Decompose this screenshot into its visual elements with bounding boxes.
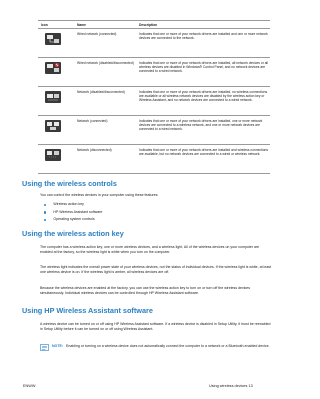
list-item: Wireless action key [40, 201, 102, 209]
row-name: Wired network (disabled/disconnected) [77, 61, 134, 65]
heading-hp-wireless-assistant: Using HP Wireless Assistant software [22, 306, 153, 315]
header-icon: Icon [41, 22, 48, 27]
network-connected-icon [45, 120, 61, 132]
paragraph: The computer has a wireless action key, one or more wireless devices, and a wireless light. All of the wireless devices on your computer are enabled at the factory, so the wireless light is white when you turn on the computer. [40, 245, 260, 254]
list-item: Operating system controls [40, 216, 102, 224]
bullet-icon [44, 219, 46, 221]
network-disconnected-icon [45, 149, 61, 161]
heading-wireless-controls: Using the wireless controls [22, 179, 117, 188]
list-item: HP Wireless Assistant software [40, 209, 102, 217]
header-name: Name [77, 22, 86, 27]
row-description: Indicates that one or more of your network drivers are installed and wireless connections are available, but no network devices are connected to a wired or wireless network. [139, 148, 269, 157]
table-row [38, 58, 270, 87]
wired-network-disabled-disconnected-icon [45, 62, 61, 74]
row-name: Wired network (connected) [77, 32, 117, 36]
row-description: Indicates that one or more of your network drivers are installed, no wireless connections are available or all wireless network devices are disabled by the wireless action key or Wireless Assistant, and no network devices are connected to a wired network. [139, 90, 268, 103]
row-description: Indicates that one or more of your network drivers are installed, one or more network devices are connected to a wireless network, and one or more network devices are connected to a wired network. [139, 119, 263, 132]
note-icon [40, 344, 49, 351]
table-header [38, 21, 270, 29]
row-description: Indicates that one or more of your network drivers are installed, all network devices or all wireless devices are disabled in Windows® Control Panel, and no network devices are connected to a wired network. [139, 61, 269, 74]
heading-wireless-action-key: Using the wireless action key [22, 229, 124, 238]
note-block [40, 344, 272, 351]
table-row [38, 29, 270, 58]
paragraph: The wireless light indicates the overall power state of your wireless devices, not the status of individual devices. If the wireless light is white, at least one wireless device is on. If the wireless light is amber, all wireless devices are off. [40, 265, 272, 274]
row-name: Network (disabled/disconnected) [77, 90, 125, 94]
table-row [38, 145, 270, 174]
network-icons-table [38, 20, 270, 174]
footer-left: ENWW [23, 384, 36, 388]
bullet-icon [44, 211, 46, 213]
network-disabled-disconnected-icon [45, 91, 61, 103]
paragraph: Because the wireless devices are enabled at the factory, you can use the wireless action key to turn on or turn off the wireless devices simultaneously. Individual wireless devices can be controlled through HP Wireless Assistant software. [40, 286, 251, 295]
bullet-icon [44, 204, 46, 206]
row-name: Network (disconnected) [77, 148, 112, 152]
header-description: Description [139, 22, 158, 27]
table-row [38, 87, 270, 116]
note-text: Enabling or turning on a wireless device does not automatically connect the computer to a network or a Bluetooth-enabled device. [66, 344, 270, 348]
footer-right: Using wireless devices 13 [209, 384, 253, 388]
row-description: Indicates that one or more of your network drivers are installed and one or more network devices are connected to the network. [139, 32, 268, 41]
row-name: Network (connected) [77, 119, 108, 123]
intro-paragraph: You can control the wireless devices in your computer using these features: [40, 193, 159, 197]
feature-list [40, 201, 102, 224]
paragraph: A wireless device can be turned on or off using HP Wireless Assistant software. If a wireless device is disabled in Setup Utility, it must be reenabled in Setup Utility before it can be turned on or off using Wireless Assistant. [40, 322, 271, 331]
table-row [38, 116, 270, 145]
note-label: NOTE: [52, 344, 64, 348]
wired-network-connected-icon [45, 33, 61, 45]
